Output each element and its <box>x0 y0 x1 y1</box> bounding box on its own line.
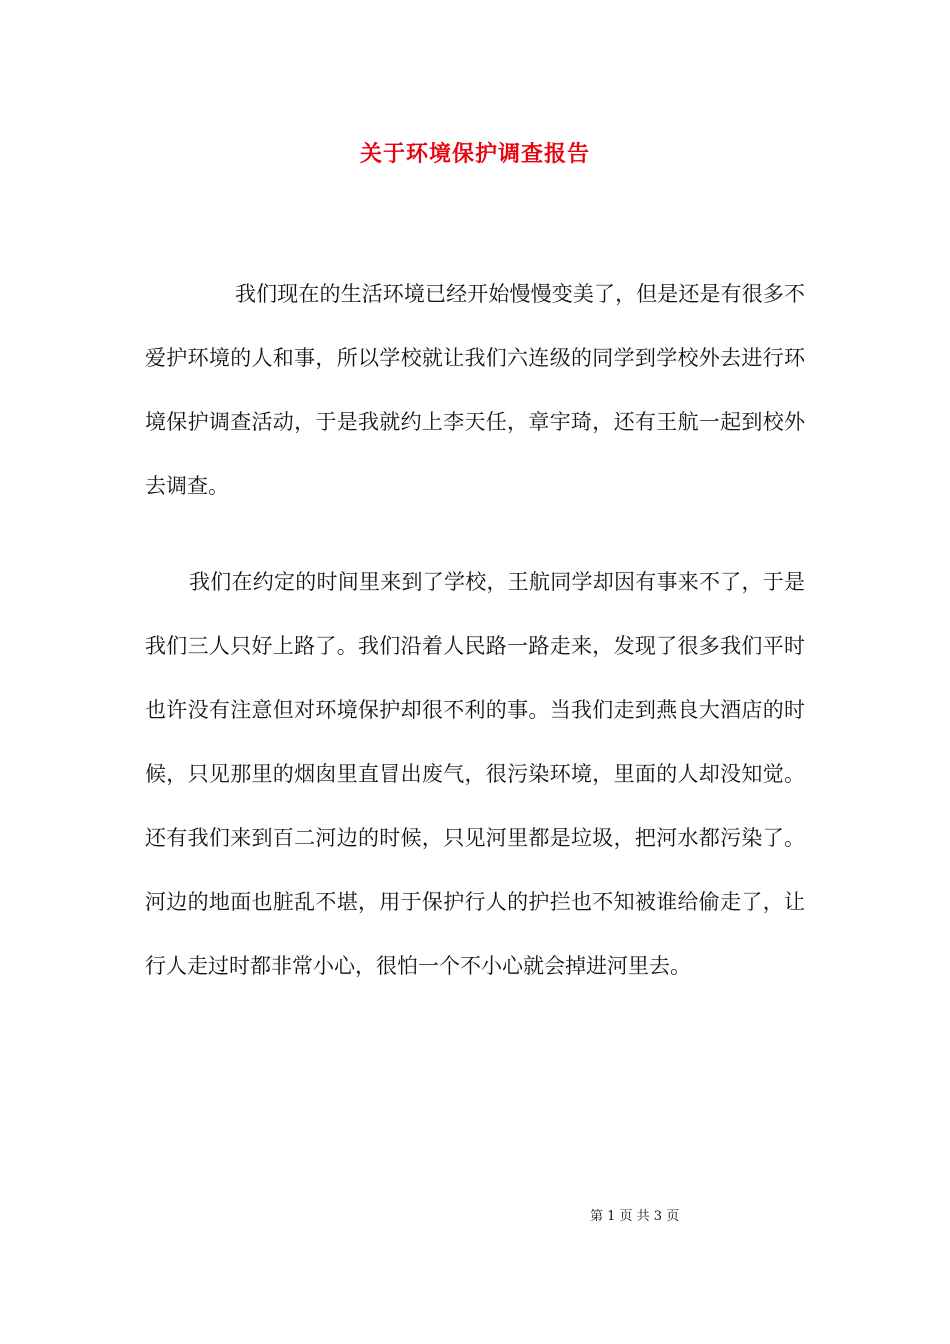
paragraph-2: 我们在约定的时间里来到了学校，王航同学却因有事来不了，于是我们三人只好上路了。我们沿着人民路一路走来，发现了很多我们平时也许没有注意但对环境保护却很不利的事。当我们走到燕良大酒店的时候，只见那里的烟囱里直冒出废气，很污染环境，里面的人却没知觉。还有我们来到百二河边的时候，只见河里都是垃圾，把河水都污染了。河边的地面也脏乱不堪，用于保护行人的护拦也不知被谁给偷走了，让行人走过时都非常小心，很怕一个不小心就会掉进河里去。 <box>145 570 805 978</box>
paragraph-1: 我们现在的生活环境已经开始慢慢变美了，但是还是有很多不爱护环境的人和事，所以学校就让我们六连级的同学到学校外去进行环境保护调查活动，于是我就约上李天任，章宇琦，还有王航一起到校外去调查。 <box>145 282 805 498</box>
page-number-footer: 第 1 页 共 3 页 <box>590 1209 680 1224</box>
document-title: 关于环境保护调查报告 <box>359 141 590 167</box>
